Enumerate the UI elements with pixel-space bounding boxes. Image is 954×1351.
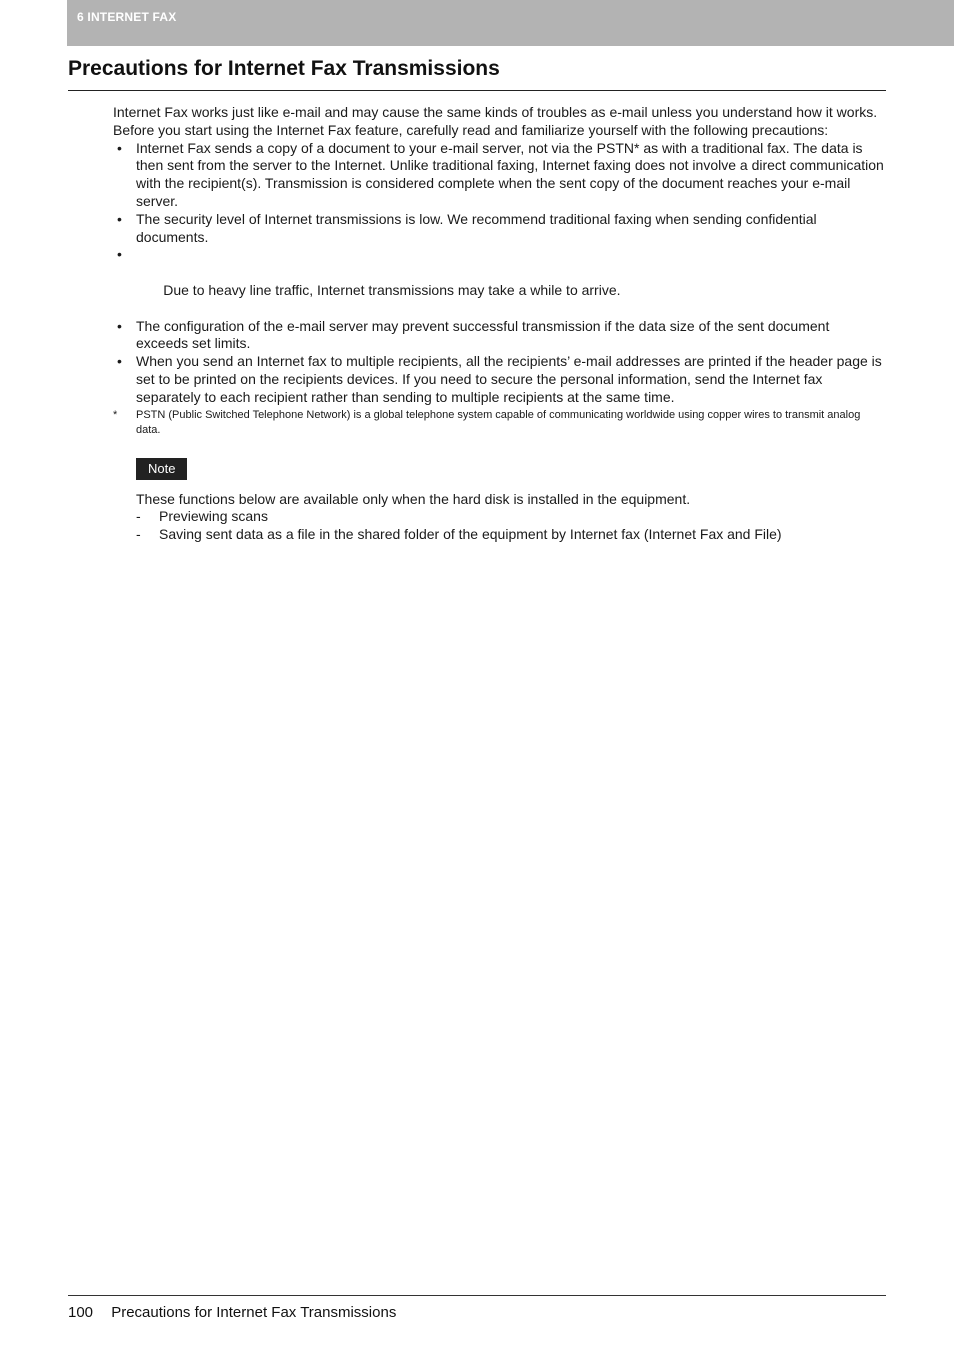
footnote-text: PSTN (Public Switched Telephone Network) is a global telephone system capable of communicating worldwide using copper wires to transmit analog data. — [136, 408, 861, 436]
bullet-marker: • — [117, 210, 122, 227]
main-content — [113, 104, 885, 544]
list-item-text: When you send an Internet fax to multiple recipients, all the recipients’ e-mail addresses are printed if the header page is set to be printed on the recipients devices. If you need to secure the personal information, send the Internet fax separately to each recipient rather than sending to multiple recipients at the same time. — [136, 353, 882, 405]
intro-paragraph: Internet Fax works just like e-mail and may cause the same kinds of troubles as e-mail unless you understand how it works. Before you start using the Internet Fax feature, carefully read and familiarize yourself with the following precautions: — [113, 104, 878, 138]
chapter-label: 6 INTERNET FAX — [77, 10, 177, 24]
page-title: Precautions for Internet Fax Transmissions — [68, 57, 500, 80]
list-item — [136, 508, 885, 526]
list-item — [113, 246, 885, 317]
footer-section-title: Precautions for Internet Fax Transmissions — [111, 1304, 397, 1321]
note-text: These functions below are available only when the hard disk is installed in the equipment. — [136, 490, 691, 507]
dash-marker: - — [136, 508, 141, 525]
note-list — [136, 508, 885, 544]
note-badge: Note — [136, 458, 187, 480]
bullet-marker: • — [117, 139, 122, 156]
bullet-marker: • — [117, 317, 122, 334]
title-divider — [68, 90, 886, 91]
page-number: 100 — [68, 1304, 94, 1321]
chapter-header-band — [67, 0, 954, 46]
list-item — [113, 318, 885, 354]
footer-divider — [68, 1295, 886, 1296]
precautions-list — [113, 140, 885, 407]
list-item-text: The configuration of the e-mail server may prevent successful transmission if the data size of the sent document exceeds set limits. — [136, 317, 830, 352]
list-item — [113, 140, 885, 211]
footnote-marker: * — [113, 408, 118, 421]
list-item-text: Saving sent data as a file in the shared folder of the equipment by Internet fax (Internet Fax and File) — [159, 526, 782, 543]
page-footer — [68, 1304, 396, 1321]
list-item — [136, 526, 885, 544]
bullet-marker: • — [117, 353, 122, 370]
list-item-text: Previewing scans — [159, 508, 268, 525]
note-block — [136, 458, 885, 544]
list-item — [113, 353, 885, 406]
list-item-text: The security level of Internet transmissions is low. We recommend traditional faxing when sending confidential documents. — [136, 210, 817, 245]
list-item-text: Due to heavy line traffic, Internet transmissions may take a while to arrive. — [159, 281, 621, 298]
dash-marker: - — [136, 526, 141, 543]
footnote — [113, 408, 885, 438]
list-item — [113, 211, 885, 247]
list-item-text: Internet Fax sends a copy of a document to your e-mail server, not via the PSTN* as with a traditional fax. The data is then sent from the server to the Internet. Unlike traditional faxing, Internet faxing does not involve a direct communication with the recipient(s). Transmission is considered complete when the sent copy of the document reaches your e-mail server. — [136, 139, 884, 209]
bullet-marker: • — [117, 246, 122, 263]
